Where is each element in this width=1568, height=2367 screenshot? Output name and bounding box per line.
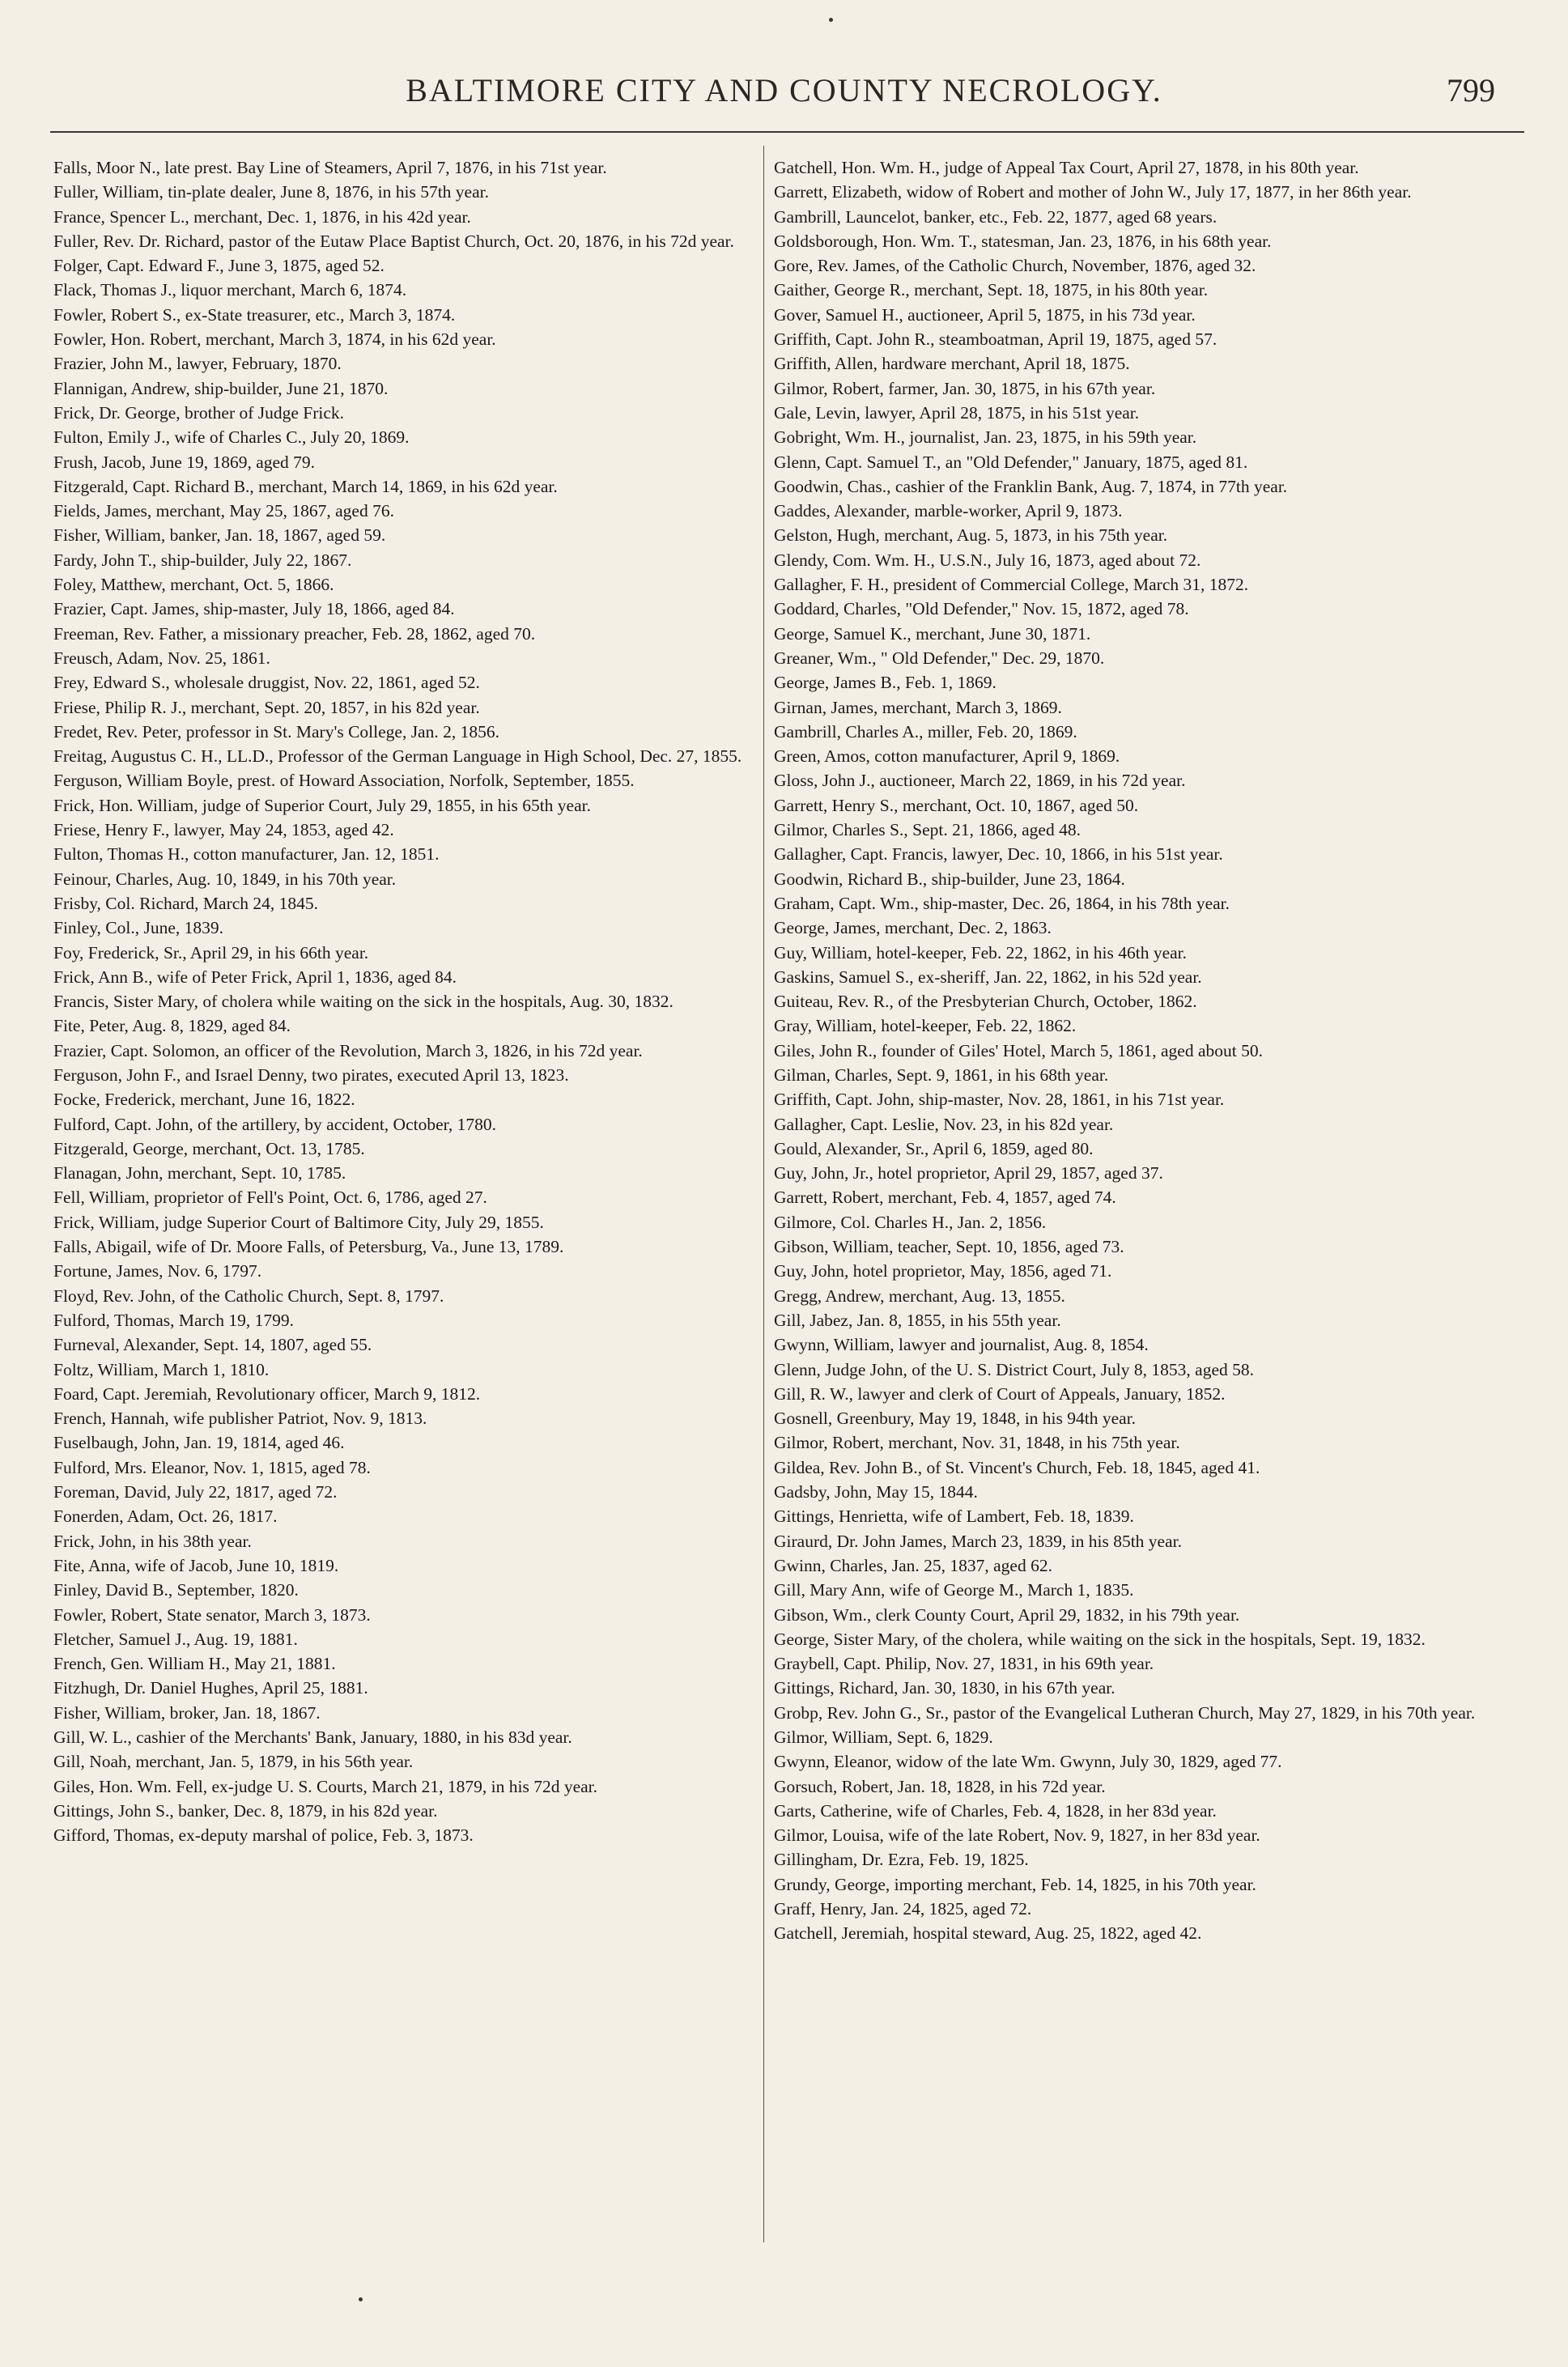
necrology-entry: Gregg, Andrew, merchant, Aug. 13, 1855. — [774, 1285, 1065, 1306]
necrology-entry: Garrett, Elizabeth, widow of Robert and mother of John W., July 17, 1877, in her 86th year. — [774, 182, 1412, 202]
running-title: BALTIMORE CITY AND COUNTY NECROLOGY. — [406, 72, 1162, 108]
necrology-entry: Fields, James, merchant, May 25, 1867, aged 76. — [53, 501, 394, 521]
necrology-entry: Glenn, Capt. Samuel T., an "Old Defender," January, 1875, aged 81. — [774, 452, 1248, 472]
necrology-entry: Goodwin, Chas., cashier of the Franklin Bank, Aug. 7, 1874, in 77th year. — [774, 476, 1288, 496]
necrology-entry: France, Spencer L., merchant, Dec. 1, 1876, in his 42d year. — [53, 206, 471, 227]
necrology-entry: Freeman, Rev. Father, a missionary preacher, Feb. 28, 1862, aged 70. — [53, 623, 536, 644]
necrology-entry: Fisher, William, banker, Jan. 18, 1867, aged 59. — [53, 525, 386, 546]
necrology-entry: Gambrill, Charles A., miller, Feb. 20, 1869. — [774, 721, 1077, 742]
necrology-entry: Glendy, Com. Wm. H., U.S.N., July 16, 1873, aged about 72. — [774, 550, 1201, 570]
necrology-entry: Foy, Frederick, Sr., April 29, in his 66th year. — [53, 942, 369, 963]
necrology-entry: Finley, Col., June, 1839. — [53, 918, 224, 938]
necrology-entry: Green, Amos, cotton manufacturer, April 9, 1869. — [774, 746, 1120, 767]
necrology-entry: Falls, Abigail, wife of Dr. Moore Falls, of Petersburg, Va., June 13, 1789. — [53, 1237, 564, 1257]
necrology-entry: Gill, R. W., lawyer and clerk of Court of Appeals, January, 1852. — [774, 1383, 1226, 1404]
necrology-entry: George, James, merchant, Dec. 2, 1863. — [774, 918, 1052, 938]
necrology-entry: Furneval, Alexander, Sept. 14, 1807, aged 55. — [53, 1335, 372, 1355]
necrology-entry: Fowler, Robert S., ex-State treasurer, etc., March 3, 1874. — [53, 304, 456, 325]
necrology-entry: Guy, John, hotel proprietor, May, 1856, aged 71. — [774, 1261, 1112, 1281]
necrology-entry: Fredet, Rev. Peter, professor in St. Mary's College, Jan. 2, 1856. — [53, 721, 499, 742]
necrology-entry: Fulton, Thomas H., cotton manufacturer, Jan. 12, 1851. — [53, 844, 440, 865]
necrology-entry: Gelston, Hugh, merchant, Aug. 5, 1873, in his 75th year. — [774, 525, 1168, 546]
necrology-entry: Gilmore, Col. Charles H., Jan. 2, 1856. — [774, 1212, 1047, 1232]
necrology-entry: Gilman, Charles, Sept. 9, 1861, in his 68th year. — [774, 1065, 1109, 1085]
necrology-entry: Flanagan, John, merchant, Sept. 10, 1785. — [53, 1163, 346, 1184]
necrology-entry: Gwynn, Eleanor, widow of the late Wm. Gwynn, July 30, 1829, aged 77. — [774, 1752, 1282, 1772]
necrology-entry: Friese, Henry F., lawyer, May 24, 1853, aged 42. — [53, 820, 394, 840]
necrology-entry: Fortune, James, Nov. 6, 1797. — [53, 1261, 262, 1281]
necrology-entry: Gore, Rev. James, of the Catholic Church, November, 1876, aged 32. — [774, 256, 1256, 276]
necrology-entry: Fowler, Robert, State senator, March 3, 1873. — [53, 1604, 371, 1625]
necrology-entry: Gildea, Rev. John B., of St. Vincent's Church, Feb. 18, 1845, aged 41. — [774, 1457, 1260, 1477]
necrology-entry: Flack, Thomas J., liquor merchant, March 6, 1874. — [53, 280, 407, 300]
necrology-entry: Gillingham, Dr. Ezra, Feb. 19, 1825. — [774, 1850, 1029, 1870]
necrology-entry: Floyd, Rev. John, of the Catholic Church, Sept. 8, 1797. — [53, 1285, 444, 1306]
necrology-entry: Gallagher, Capt. Francis, lawyer, Dec. 10, 1866, in his 51st year. — [774, 844, 1223, 865]
right-column — [774, 155, 1486, 1946]
necrology-entry: Gaddes, Alexander, marble-worker, April 9, 1873. — [774, 501, 1123, 521]
necrology-entry: Frick, Ann B., wife of Peter Frick, April 1, 1836, aged 84. — [53, 967, 457, 987]
necrology-entry: Foltz, William, March 1, 1810. — [53, 1359, 270, 1379]
necrology-entry: Fulton, Emily J., wife of Charles C., July 20, 1869. — [53, 427, 410, 448]
necrology-entry: Fuselbaugh, John, Jan. 19, 1814, aged 46. — [53, 1433, 345, 1453]
necrology-entry: Girnan, James, merchant, March 3, 1869. — [774, 697, 1062, 717]
necrology-entry: Guy, John, Jr., hotel proprietor, April 29, 1857, aged 37. — [774, 1163, 1163, 1184]
necrology-entry: Gosnell, Greenbury, May 19, 1848, in his 94th year. — [774, 1409, 1137, 1429]
necrology-entry: George, James B., Feb. 1, 1869. — [774, 673, 996, 693]
necrology-entry: Finley, David B., September, 1820. — [53, 1580, 299, 1600]
necrology-entry: Flannigan, Andrew, ship-builder, June 21, 1870. — [53, 378, 389, 398]
page-header — [49, 71, 1519, 120]
left-column — [53, 155, 770, 1847]
necrology-entry: Gill, Mary Ann, wife of George M., March 1, 1835. — [774, 1580, 1134, 1600]
necrology-entry: Graham, Capt. Wm., ship-master, Dec. 26, 1864, in his 78th year. — [774, 893, 1230, 913]
necrology-entry: Fulford, Thomas, March 19, 1799. — [53, 1310, 294, 1330]
necrology-entry: Garrett, Henry S., merchant, Oct. 10, 1867, aged 50. — [774, 795, 1139, 815]
necrology-entry: French, Hannah, wife publisher Patriot, Nov. 9, 1813. — [53, 1409, 427, 1429]
necrology-entry: Fuller, William, tin-plate dealer, June 8, 1876, in his 57th year. — [53, 182, 489, 202]
necrology-entry: Grobp, Rev. John G., Sr., pastor of the Evangelical Lutheran Church, May 27, 1829, in his 70th year. — [774, 1702, 1476, 1723]
necrology-entry: Goodwin, Richard B., ship-builder, June 23, 1864. — [774, 869, 1125, 889]
necrology-entry: Falls, Moor N., late prest. Bay Line of Steamers, April 7, 1876, in his 71st year. — [53, 158, 607, 177]
necrology-entry: Glenn, Judge John, of the U. S. District Court, July 8, 1853, aged 58. — [774, 1359, 1254, 1379]
necrology-entry: Giles, Hon. Wm. Fell, ex-judge U. S. Courts, March 21, 1879, in his 72d year. — [53, 1776, 598, 1796]
necrology-entry: Gobright, Wm. H., journalist, Jan. 23, 1875, in his 59th year. — [774, 427, 1197, 448]
necrology-entry: Friese, Philip R. J., merchant, Sept. 20, 1857, in his 82d year. — [53, 697, 480, 717]
necrology-entry: Garrett, Robert, merchant, Feb. 4, 1857, aged 74. — [774, 1188, 1116, 1208]
necrology-entry: Fonerden, Adam, Oct. 26, 1817. — [53, 1506, 278, 1527]
necrology-entry: Fite, Anna, wife of Jacob, June 10, 1819. — [53, 1555, 339, 1575]
necrology-entry: Gibson, Wm., clerk County Court, April 29, 1832, in his 79th year. — [774, 1604, 1240, 1625]
header-rule — [50, 131, 1524, 133]
necrology-entry: Frey, Edward S., wholesale druggist, Nov. 22, 1861, aged 52. — [53, 673, 480, 693]
necrology-entry: Gwynn, William, lawyer and journalist, Aug. 8, 1854. — [774, 1335, 1149, 1355]
necrology-entry: Foreman, David, July 22, 1817, aged 72. — [53, 1482, 338, 1502]
necrology-entry: French, Gen. William H., May 21, 1881. — [53, 1654, 336, 1674]
stray-ink-mark — [359, 2297, 363, 2301]
necrology-entry: Foard, Capt. Jeremiah, Revolutionary officer, March 9, 1812. — [53, 1383, 481, 1404]
necrology-entry: Graff, Henry, Jan. 24, 1825, aged 72. — [774, 1899, 1032, 1919]
necrology-entry: Folger, Capt. Edward F., June 3, 1875, aged 52. — [53, 256, 385, 276]
necrology-entry: Gatchell, Hon. Wm. H., judge of Appeal Tax Court, April 27, 1878, in his 80th year. — [774, 158, 1359, 177]
necrology-entry: Gilmor, Robert, merchant, Nov. 31, 1848, in his 75th year. — [774, 1433, 1180, 1453]
necrology-entry: Fitzgerald, Capt. Richard B., merchant, March 14, 1869, in his 62d year. — [53, 476, 558, 496]
necrology-entry: Frick, Dr. George, brother of Judge Frick. — [53, 402, 345, 423]
necrology-entry: Graybell, Capt. Philip, Nov. 27, 1831, in his 69th year. — [774, 1654, 1154, 1674]
column-divider — [763, 146, 764, 2242]
necrology-entry: Gifford, Thomas, ex-deputy marshal of police, Feb. 3, 1873. — [53, 1825, 474, 1846]
necrology-entry: George, Sister Mary, of the cholera, while waiting on the sick in the hospitals, Sept. 19, 1832. — [774, 1629, 1426, 1649]
necrology-entry: Frick, Hon. William, judge of Superior Court, July 29, 1855, in his 65th year. — [53, 795, 591, 815]
necrology-entry: Foley, Matthew, merchant, Oct. 5, 1866. — [53, 575, 334, 595]
necrology-entry: Giles, John R., founder of Giles' Hotel, March 5, 1861, aged about 50. — [774, 1040, 1263, 1060]
necrology-entry: Fitzgerald, George, merchant, Oct. 13, 1785. — [53, 1138, 365, 1158]
necrology-entry: Gill, Noah, merchant, Jan. 5, 1879, in his 56th year. — [53, 1752, 414, 1772]
necrology-entry: Giraurd, Dr. John James, March 23, 1839, in his 85th year. — [774, 1531, 1182, 1551]
necrology-entry: Ferguson, William Boyle, prest. of Howard Association, Norfolk, September, 1855. — [53, 771, 635, 791]
necrology-entry: Frazier, John M., lawyer, February, 1870. — [53, 354, 342, 374]
necrology-entry: Garts, Catherine, wife of Charles, Feb. 4, 1828, in her 83d year. — [774, 1800, 1217, 1821]
necrology-entry: Gould, Alexander, Sr., April 6, 1859, aged 80. — [774, 1138, 1094, 1158]
necrology-entry: Fulford, Capt. John, of the artillery, by accident, October, 1780. — [53, 1114, 497, 1134]
necrology-entry: Fuller, Rev. Dr. Richard, pastor of the Eutaw Place Baptist Church, Oct. 20, 1876, in his 72d year. — [53, 231, 734, 251]
necrology-entry: Greaner, Wm., " Old Defender," Dec. 29, 1870. — [774, 648, 1105, 668]
necrology-entry: Griffith, Capt. John, ship-master, Nov. 28, 1861, in his 71st year. — [774, 1090, 1225, 1110]
necrology-entry: Fowler, Hon. Robert, merchant, March 3, 1874, in his 62d year. — [53, 329, 496, 350]
necrology-entry: Freitag, Augustus C. H., LL.D., Professor of the German Language in High School, Dec. 27, 1855. — [53, 746, 742, 767]
necrology-entry: Gill, Jabez, Jan. 8, 1855, in his 55th year. — [774, 1310, 1061, 1330]
stray-ink-mark — [829, 18, 833, 22]
necrology-entry: Grundy, George, importing merchant, Feb. 14, 1825, in his 70th year. — [774, 1874, 1256, 1894]
necrology-entry: Ferguson, John F., and Israel Denny, two pirates, executed April 13, 1823. — [53, 1065, 569, 1085]
necrology-entry: Gallagher, Capt. Leslie, Nov. 23, in his 82d year. — [774, 1114, 1114, 1134]
necrology-entry: Gittings, John S., banker, Dec. 8, 1879, in his 82d year. — [53, 1800, 438, 1821]
necrology-entry: Fardy, John T., ship-builder, July 22, 1867. — [53, 550, 352, 570]
necrology-entry: Gilmor, Charles S., Sept. 21, 1866, aged 48. — [774, 820, 1081, 840]
necrology-entry: Gover, Samuel H., auctioneer, April 5, 1875, in his 73d year. — [774, 304, 1196, 325]
necrology-entry: Frazier, Capt. Solomon, an officer of the Revolution, March 3, 1826, in his 72d year. — [53, 1040, 643, 1060]
necrology-entry: Frush, Jacob, June 19, 1869, aged 79. — [53, 452, 316, 472]
necrology-entry: Gallagher, F. H., president of Commercial College, March 31, 1872. — [774, 575, 1249, 595]
necrology-entry: Gray, William, hotel-keeper, Feb. 22, 1862. — [774, 1016, 1077, 1036]
necrology-entry: Gorsuch, Robert, Jan. 18, 1828, in his 72d year. — [774, 1776, 1106, 1796]
necrology-entry: Frazier, Capt. James, ship-master, July 18, 1866, aged 84. — [53, 599, 455, 619]
necrology-entry: Frick, William, judge Superior Court of Baltimore City, July 29, 1855. — [53, 1212, 544, 1232]
necrology-entry: Focke, Frederick, merchant, June 16, 1822. — [53, 1090, 355, 1110]
necrology-entry: Gwinn, Charles, Jan. 25, 1837, aged 62. — [774, 1555, 1052, 1575]
necrology-entry: Guiteau, Rev. R., of the Presbyterian Church, October, 1862. — [774, 992, 1197, 1012]
necrology-entry: Francis, Sister Mary, of cholera while waiting on the sick in the hospitals, Aug. 30, 1832. — [53, 992, 674, 1012]
necrology-entry: Gittings, Henrietta, wife of Lambert, Feb. 18, 1839. — [774, 1506, 1134, 1527]
necrology-entry: Gill, W. L., cashier of the Merchants' Bank, January, 1880, in his 83d year. — [53, 1727, 572, 1747]
necrology-entry: Gaither, George R., merchant, Sept. 18, 1875, in his 80th year. — [774, 280, 1209, 300]
necrology-entry: Freusch, Adam, Nov. 25, 1861. — [53, 648, 270, 668]
necrology-entry: Fite, Peter, Aug. 8, 1829, aged 84. — [53, 1016, 291, 1036]
necrology-entry: Griffith, Allen, hardware merchant, April 18, 1875. — [774, 354, 1130, 374]
necrology-entry: Gambrill, Launcelot, banker, etc., Feb. 22, 1877, aged 68 years. — [774, 206, 1217, 227]
necrology-entry: Gilmor, Robert, farmer, Jan. 30, 1875, in his 67th year. — [774, 378, 1156, 398]
necrology-entry: Fitzhugh, Dr. Daniel Hughes, April 25, 1881. — [53, 1678, 368, 1698]
necrology-entry: Gilmor, William, Sept. 6, 1829. — [774, 1727, 993, 1747]
necrology-entry: Gadsby, John, May 15, 1844. — [774, 1482, 978, 1502]
page-number: 799 — [1447, 72, 1495, 108]
necrology-entry: Gatchell, Jeremiah, hospital steward, Aug. 25, 1822, aged 42. — [774, 1923, 1202, 1944]
necrology-entry: Gaskins, Samuel S., ex-sheriff, Jan. 22, 1862, in his 52d year. — [774, 967, 1202, 987]
necrology-entry: Fletcher, Samuel J., Aug. 19, 1881. — [53, 1629, 298, 1649]
necrology-entry: Gilmor, Louisa, wife of the late Robert, Nov. 9, 1827, in her 83d year. — [774, 1825, 1260, 1846]
necrology-entry: Fell, William, proprietor of Fell's Point, Oct. 6, 1786, aged 27. — [53, 1188, 487, 1208]
necrology-entry: Guy, William, hotel-keeper, Feb. 22, 1862, in his 46th year. — [774, 942, 1188, 963]
necrology-entry: Fisher, William, broker, Jan. 18, 1867. — [53, 1702, 321, 1723]
necrology-entry: Fulford, Mrs. Eleanor, Nov. 1, 1815, aged 78. — [53, 1457, 371, 1477]
necrology-entry: Gittings, Richard, Jan. 30, 1830, in his 67th year. — [774, 1678, 1115, 1698]
necrology-entry: Goldsborough, Hon. Wm. T., statesman, Jan. 23, 1876, in his 68th year. — [774, 231, 1272, 251]
necrology-entry: Goddard, Charles, "Old Defender," Nov. 15, 1872, aged 78. — [774, 599, 1189, 619]
necrology-entry: Feinour, Charles, Aug. 10, 1849, in his 70th year. — [53, 869, 397, 889]
necrology-entry: Gale, Levin, lawyer, April 28, 1875, in his 51st year. — [774, 402, 1140, 423]
necrology-entry: Gloss, John J., auctioneer, March 22, 1869, in his 72d year. — [774, 771, 1186, 791]
necrology-entry: George, Samuel K., merchant, June 30, 1871. — [774, 623, 1091, 644]
necrology-entry: Gibson, William, teacher, Sept. 10, 1856, aged 73. — [774, 1237, 1124, 1257]
necrology-entry: Griffith, Capt. John R., steamboatman, April 19, 1875, aged 57. — [774, 329, 1217, 350]
necrology-entry: Frisby, Col. Richard, March 24, 1845. — [53, 893, 319, 913]
necrology-entry: Frick, John, in his 38th year. — [53, 1531, 252, 1551]
